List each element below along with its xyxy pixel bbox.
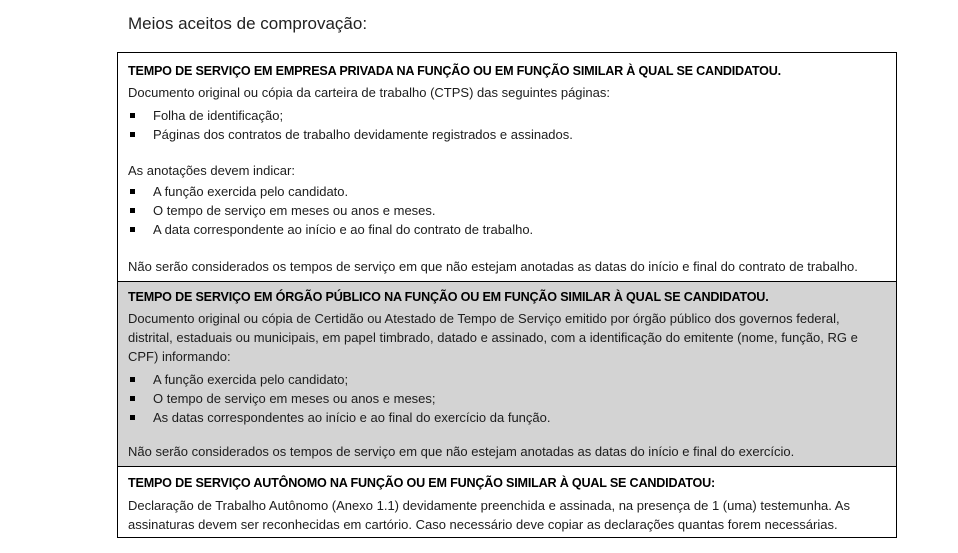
page-heading: Meios aceitos de comprovação: [128,14,368,33]
list-item: As datas correspondentes ao início e ao final do exercício da função. [128,408,886,427]
section-text-line: assinaturas devem ser reconhecidas em cartório. Caso necessário deve copiar as declarações quantas forem necessárias. [128,517,838,532]
list-item: O tempo de serviço em meses ou anos e meses. [128,201,886,220]
section-intro-line: CPF) informando: [128,349,231,364]
section-title: TEMPO DE SERVIÇO EM EMPRESA PRIVADA NA FUNÇÃO OU EM FUNÇÃO SIMILAR À QUAL SE CANDIDATOU. [128,64,781,78]
list-item: A data correspondente ao início e ao final do contrato de trabalho. [128,220,886,239]
certificate-list [128,370,886,427]
list-item: A função exercida pelo candidato. [128,182,886,201]
section-intro-line: distrital, estaduais ou municipais, em papel timbrado, datado e assinado, com a identificação do emitente (nome, função, RG e [128,330,858,345]
requirements-table [117,52,897,538]
list-item: Folha de identificação; [128,106,886,125]
section-private-company [118,53,896,281]
section-note: Não serão considerados os tempos de serviço em que não estejam anotadas as datas do início e final do contrato de trabalho. [128,259,858,274]
section-public-agency [118,281,896,466]
annotations-list [128,182,886,239]
section-intro-line: Documento original ou cópia de Certidão ou Atestado de Tempo de Serviço emitido por órgão público dos governos federal, [128,311,840,326]
section-title: TEMPO DE SERVIÇO AUTÔNOMO NA FUNÇÃO OU EM FUNÇÃO SIMILAR À QUAL SE CANDIDATOU: [128,476,716,490]
section-text-line: Declaração de Trabalho Autônomo (Anexo 1.1) devidamente preenchida e assinada, na presença de 1 (uma) testemunha. As [128,498,850,513]
section-self-employed [118,466,896,537]
annotations-intro: As anotações devem indicar: [128,163,295,178]
section-note: Não serão considerados os tempos de serviço em que não estejam anotadas as datas do início e final do exercício. [128,444,795,459]
list-item: A função exercida pelo candidato; [128,370,886,389]
section-intro: Documento original ou cópia da carteira de trabalho (CTPS) das seguintes páginas: [128,85,610,100]
list-item: O tempo de serviço em meses ou anos e meses; [128,389,886,408]
list-item: Páginas dos contratos de trabalho devidamente registrados e assinados. [128,125,886,144]
section-title: TEMPO DE SERVIÇO EM ÓRGÃO PÚBLICO NA FUNÇÃO OU EM FUNÇÃO SIMILAR À QUAL SE CANDIDATOU. [128,290,769,304]
document-list [128,106,886,144]
